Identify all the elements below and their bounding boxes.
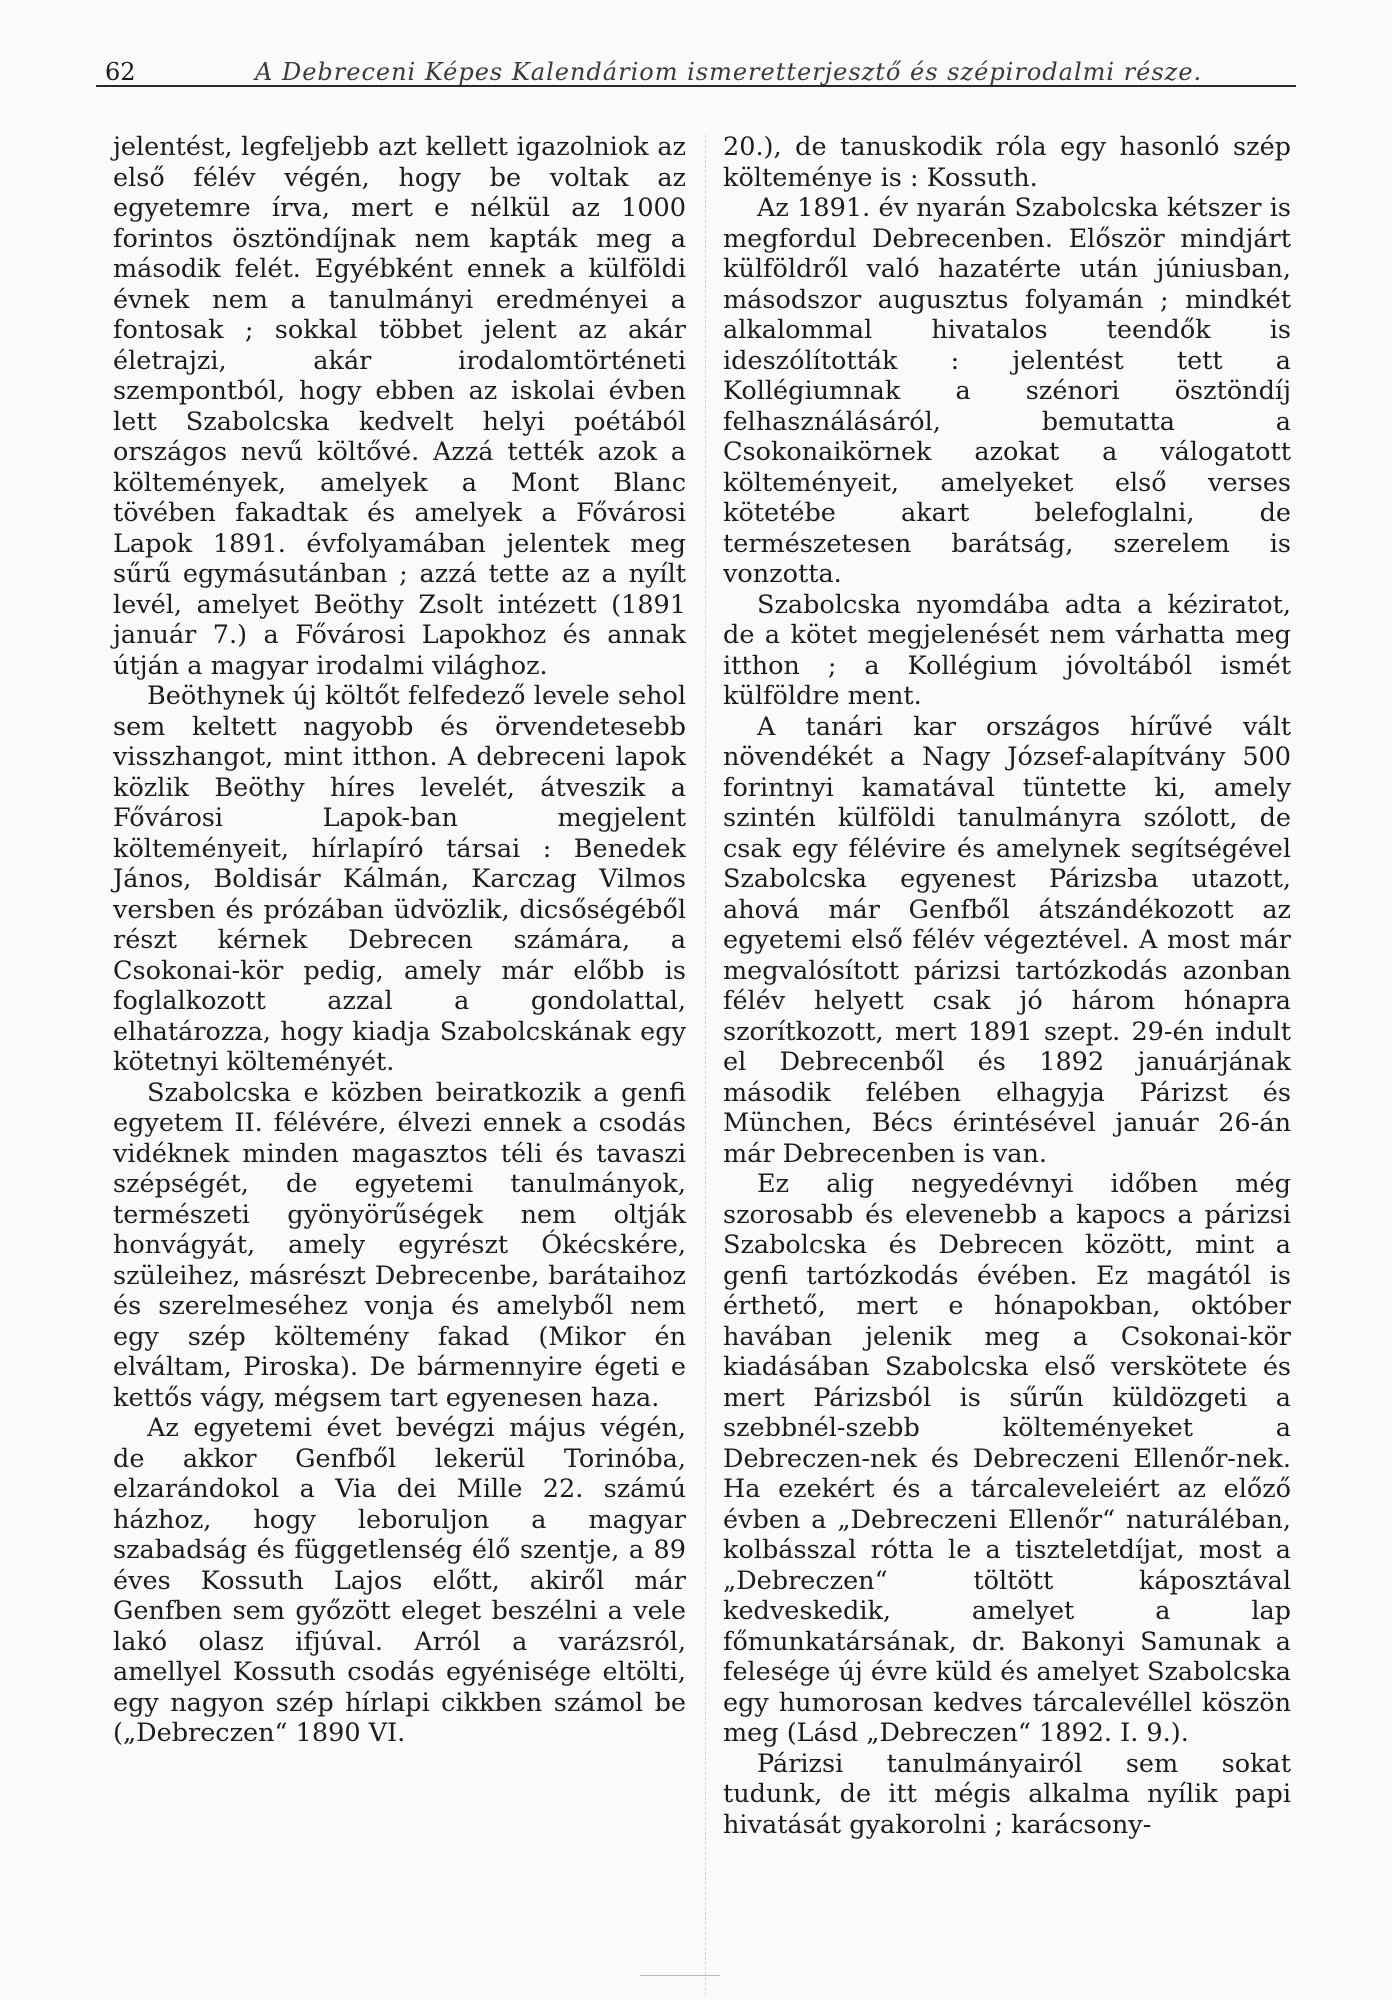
column-divider — [705, 135, 706, 1995]
paragraph: Szabolcska nyomdába adta a kéziratot, de a kötet megjelenését nem várhatta meg itthon ; a Kollégium jóvoltából ismét külföldre ment. — [723, 589, 1291, 711]
bottom-mark — [640, 1975, 720, 1976]
paragraph: Beöthynek új költőt felfedező levele sehol sem keltett nagyobb és örvendetesebb visszhangot, mint itthon. A debreceni lapok közlik Beöthy híres levelét, átveszik a Fővárosi Lapok-ban megjelent költeményeit, hírlapíró társai : Benedek János, Boldisár Kálmán, Karczag Vilmos versben és prózában üdvözlik, dicsőségéből részt kérnek Debrecen számára, a Csokonai-kör pedig, amely már előbb is foglalkozott azzal a gondolattal, elhatározza, hogy kiadja Szabolcskának egy kötetnyi költeményét. — [113, 681, 686, 1077]
paragraph: Szabolcska e közben beiratkozik a genfi egyetem II. félévére, élvezi ennek a csodás vidéknek minden magasztos téli és tavaszi szépségét, de egyetemi tanulmányok, természeti gyönyörűségek nem oltják honvágyát, amely egyrészt Ókécskére, szüleihez, másrészt Debrecenbe, barátaihoz és szerelmeséhez vonja és amelyből nem egy szép költemény fakad (Mikor én elváltam, Piroska). De bármennyire égeti e kettős vágy, mégsem tart egyenesen haza. — [113, 1077, 686, 1413]
page-number: 62 — [105, 58, 136, 86]
left-column — [113, 132, 686, 1749]
running-header — [105, 58, 1282, 88]
paragraph: 20.), de tanuskodik róla egy hasonló szép költeménye is : Kossuth. — [723, 132, 1291, 193]
paragraph: Párizsi tanulmányairól sem sokat tudunk, de itt mégis alkalma nyílik papi hivatását gyakorolni ; karácsony- — [723, 1748, 1291, 1840]
paragraph: Az 1891. év nyarán Szabolcska kétszer is megfordul Debrecenben. Először mindjárt külföldről való hazatérte után júniusban, másodszor augusztus folyamán ; mindkét alkalommal hivatalos teendők is ideszólították : jelentést tett a Kollégiumnak a szénori ösztöndíj felhasználásáról, bemutatta a Csokonaikörnek azokat a válogatott költeményeit, amelyeket első verses kötetébe akart belefoglalni, de természetesen barátság, szerelem is vonzotta. — [723, 193, 1291, 589]
paragraph: Ez alig negyedévnyi időben még szorosabb és elevenebb a kapocs a párizsi Szabolcska és Debrecen között, mint a genfi tartózkodás évében. Ez magától is érthető, mert e hónapokban, október havában jelenik meg a Csokonai-kör kiadásában Szabolcska első verskötete és mert Párizsból is sűrűn küldözgeti a szebbnél-szebb költeményeket a Debreczen-nek és Debreczeni Ellenőr-nek. Ha ezekért és a tárcaleveleiért az előző évben a „Debreczeni Ellenőr“ naturáléban, kolbásszal róttа le a tiszteletdíjat, most a „Debreczen“ töltött káposztával kedveskedik, amelyet a lap főmunkatársának, dr. Bakonyi Samunak a felesége új évre küld és amelyet Szabolcska egy humorosan kedves tárcalevéllel köszön meg (Lásd „Debreczen“ 1892. I. 9.). — [723, 1169, 1291, 1748]
paragraph: jelentést, legfeljebb azt kellett igazolniok az első félév végén, hogy be voltak az egyetemre írva, mert e nélkül az 1000 forintos ösztöndíjnak nem kapták meg a második felét. Egyébként ennek a külföldi évnek nem a tanulmányi eredményei a fontosak ; sokkal többet jelent az akár életrajzi, akár irodalomtörténeti szempontból, hogy ebben az iskolai évben lett Szabolcska kedvelt helyi poétából országos nevű költővé. Azzá tették azok a költemények, amelyek a Mont Blanc tövében fakadtak és amelyek a Fővárosi Lapok 1891. évfolyamában jelentek meg sűrű egymásutánban ; azzá tette az a nyílt levél, amelyet Beöthy Zsolt intézett (1891 január 7.) a Fővárosi Lapokhoz és annak útján a magyar irodalmi világhoz. — [113, 132, 686, 681]
paragraph: Az egyetemi évet bevégzi május végén, de akkor Genfből lekerül Torinóba, elzarándokol a Via dei Mille 22. számú házhoz, hogy leboruljon a magyar szabadság és függetlenség élő szentje, a 89 éves Kossuth Lajos előtt, akiről már Genfben sem győzött eleget beszélni a vele lakó olasz ifjúval. Arról a varázsról, amellyel Kossuth csodás egyénisége eltölti, egy nagyon szép hírlapi cikkben számol be („Debreczen“ 1890 VI. — [113, 1413, 686, 1748]
right-column — [723, 132, 1291, 1840]
running-title: A Debreceni Képes Kalendáriom ismeretterjesztő és szépirodalmi része. — [255, 58, 1203, 86]
paragraph: A tanári kar országos hírűvé vált növendékét a Nagy József-alapítvány 500 forintnyi kamatával tüntette ki, amely szintén külföldi tanulmányra szólott, de csak egy félévire és amelynek segítségével Szabolcska egyenest Párizsba utazott, ahová már Genfből átszándékozott az egyetemi első félév végeztével. A most már megvalósított párizsi tartózkodás azonban félév helyett csak jó három hónapra szorítkozott, mert 1891 szept. 29-én indult el Debrecenből és 1892 januárjának második felében elhagyja Párizst és München, Bécs érintésével január 26-án már Debrecenben is van. — [723, 711, 1291, 1169]
